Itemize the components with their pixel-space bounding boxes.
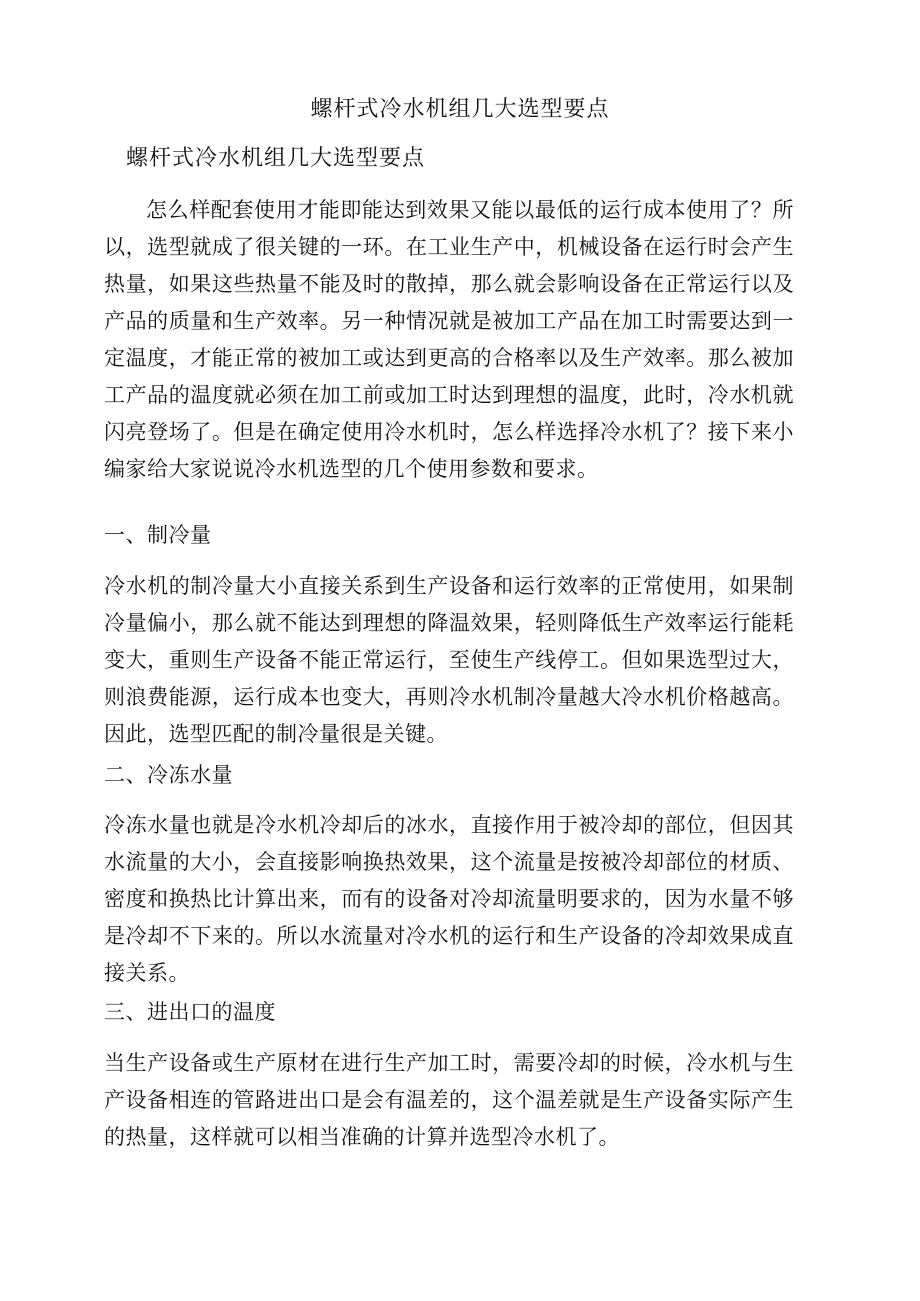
section-heading-cooling-capacity: 一、制冷量 xyxy=(104,523,212,547)
section-text-cooling-capacity: 冷水机的制冷量大小直接关系到生产设备和运行效率的正常使用，如果制冷量偏小，那么就不能达到理想的降温效果，轻则降低生产效率运行能耗变大，重则生产设备不能正常运行，至使生产线停工。但如果选型过大，则浪费能源，运行成本也变大，再则冷水机制冷量越大冷水机价格越高。因此，选型匹配的制冷量很是关键。 xyxy=(104,574,794,746)
document-subtitle: 螺杆式冷水机组几大选型要点 xyxy=(126,146,426,171)
section-heading-inlet-outlet-temperature: 三、进出口的温度 xyxy=(104,1000,276,1024)
section-heading-chilled-water-flow: 二、冷冻水量 xyxy=(104,763,233,787)
section-text-inlet-outlet-temperature: 当生产设备或生产原材在进行生产加工时，需要冷却的时候，冷水机与生产设备相连的管路进出口是会有温差的，这个温差就是生产设备实际产生的热量，这样就可以相当准确的计算并选型冷水机了。 xyxy=(104,1051,794,1149)
intro-paragraph: 怎么样配套使用才能即能达到效果又能以最低的运行成本使用了？所以，选型就成了很关键的一环。在工业生产中，机械设备在运行时会产生热量，如果这些热量不能及时的散掉，那么就会影响设备在正常运行以及产品的质量和生产效率。另一种情况就是被加工产品在加工时需要达到一定温度，才能正常的被加工或达到更高的合格率以及生产效率。那么被加工产品的温度就必须在加工前或加工时达到理想的温度，此时，冷水机就闪亮登场了。但是在确定使用冷水机时，怎么样选择冷水机了？接下来小编家给大家说说冷水机选型的几个使用参数和要求。 xyxy=(104,198,794,481)
section-text-chilled-water-flow: 冷冻水量也就是冷水机冷却后的冰水，直接作用于被冷却的部位，但因其水流量的大小，会直接影响换热效果，这个流量是按被冷却部位的材质、密度和换热比计算出来，而有的设备对冷却流量明要求的，因为水量不够是冷却不下来的。所以水流量对冷水机的运行和生产设备的冷却效果成直接关系。 xyxy=(104,813,794,985)
document-title: 螺杆式冷水机组几大选型要点 xyxy=(310,97,610,122)
